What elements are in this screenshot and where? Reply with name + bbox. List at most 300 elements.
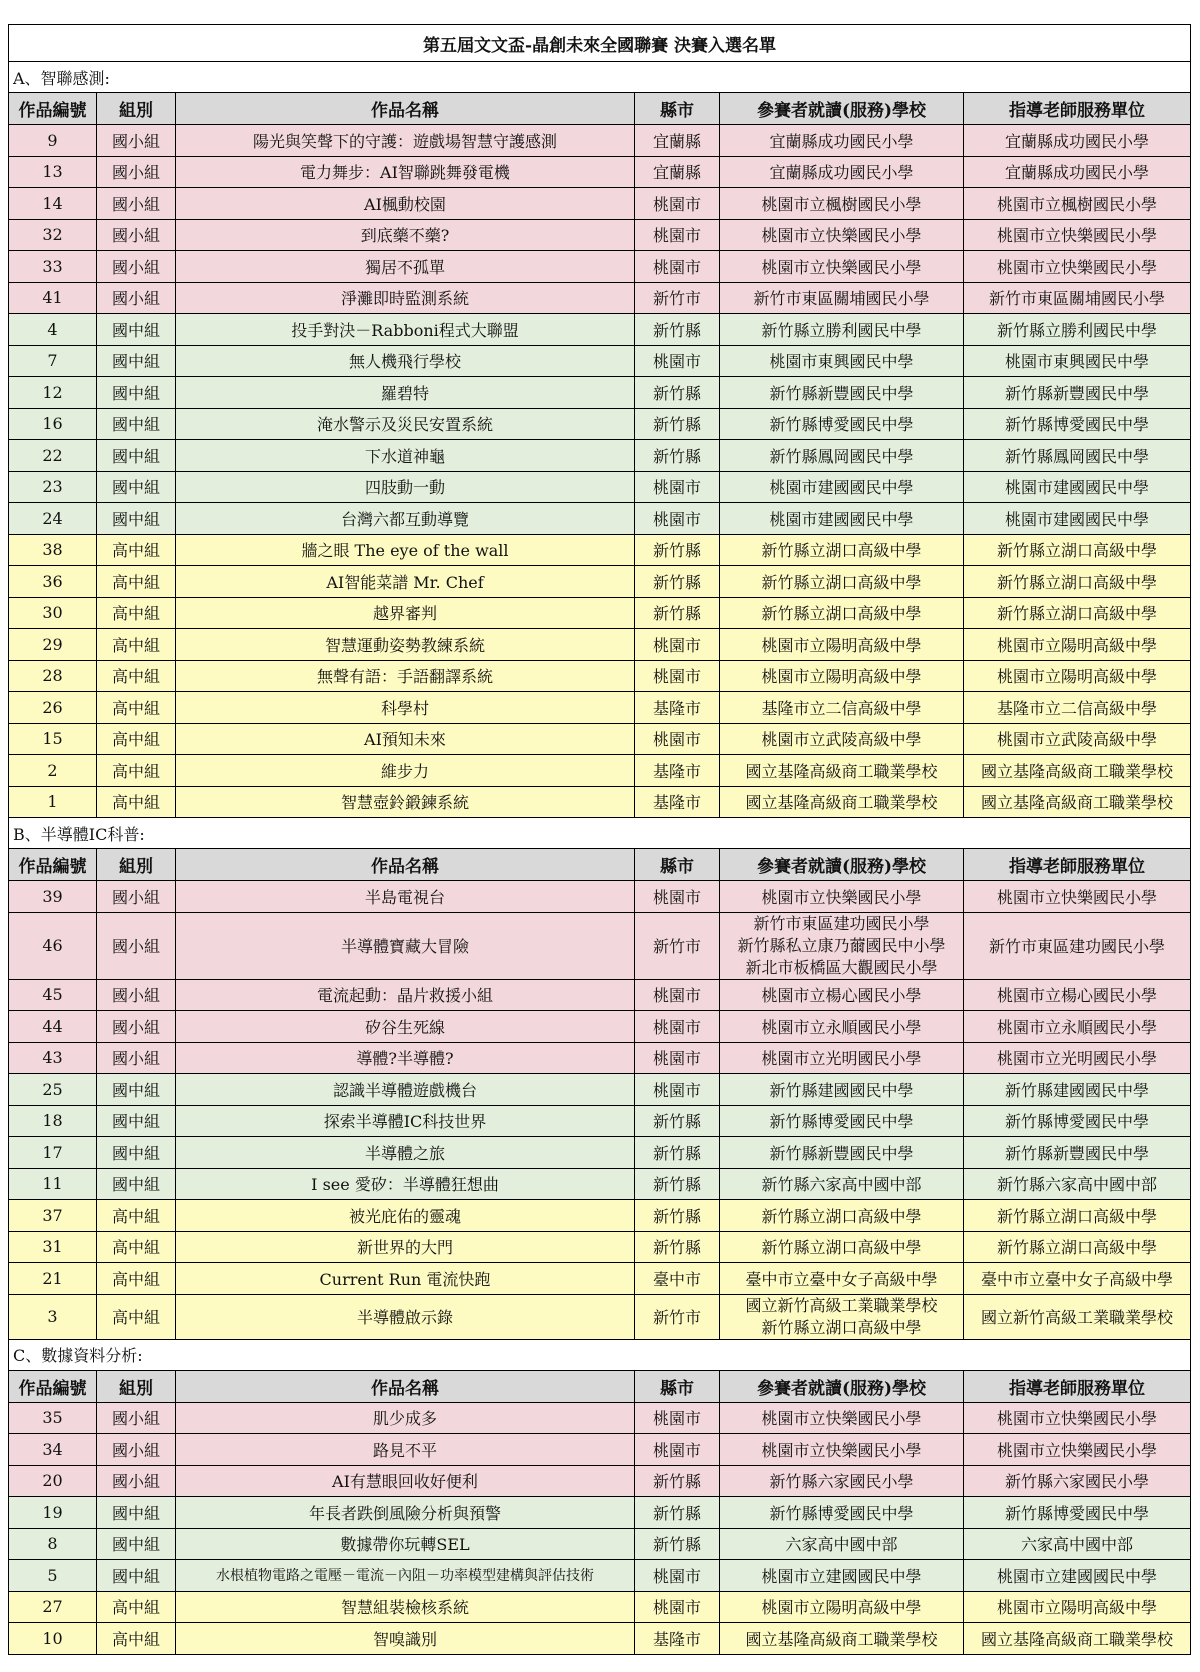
column-header-work-id: 作品編號 [9, 1370, 97, 1402]
cell-school: 桃園市立快樂國民小學 [720, 219, 964, 251]
cell-work-name: 獨居不孤單 [176, 251, 635, 283]
cell-work-id: 25 [9, 1074, 97, 1106]
cell-teacher-unit: 桃園市立武陵高級中學 [964, 723, 1191, 755]
cell-group: 國小組 [97, 251, 176, 283]
cell-city: 基隆市 [635, 1623, 720, 1655]
cell-teacher-unit: 桃園市建國國民中學 [964, 503, 1191, 535]
cell-work-name: 無人機飛行學校 [176, 345, 635, 377]
cell-work-name: 數據帶你玩轉SEL [176, 1528, 635, 1560]
table-row [9, 881, 1191, 913]
cell-city: 新竹市 [635, 282, 720, 314]
cell-teacher-unit: 新竹縣鳳岡國民中學 [964, 440, 1191, 472]
cell-teacher-unit: 桃園市立快樂國民小學 [964, 881, 1191, 913]
cell-school: 桃園市立陽明高級中學 [720, 629, 964, 661]
cell-work-id: 20 [9, 1465, 97, 1497]
cell-work-name: 半島電視台 [176, 881, 635, 913]
cell-work-name: 電流起動：晶片救援小組 [176, 979, 635, 1011]
table-row [9, 1623, 1191, 1655]
column-header-school: 參賽者就讀(服務)學校 [720, 1370, 964, 1402]
cell-city: 新竹市 [635, 1294, 720, 1339]
cell-group: 高中組 [97, 1263, 176, 1295]
cell-work-id: 37 [9, 1200, 97, 1232]
cell-school: 新竹縣立湖口高級中學 [720, 534, 964, 566]
cell-work-id: 1 [9, 786, 97, 818]
cell-teacher-unit: 新竹市東區建功國民小學 [964, 912, 1191, 979]
cell-work-name: AI楓動校園 [176, 188, 635, 220]
cell-work-id: 24 [9, 503, 97, 535]
table-row [9, 408, 1191, 440]
cell-city: 桃園市 [635, 881, 720, 913]
cell-work-name: 無聲有語：手語翻譯系統 [176, 660, 635, 692]
cell-school: 新竹市東區關埔國民小學 [720, 282, 964, 314]
cell-city: 桃園市 [635, 979, 720, 1011]
table-row [9, 597, 1191, 629]
cell-teacher-unit: 國立基隆高級商工職業學校 [964, 1623, 1191, 1655]
cell-group: 國中組 [97, 503, 176, 535]
cell-city: 新竹縣 [635, 1465, 720, 1497]
cell-school: 桃園市立永順國民小學 [720, 1011, 964, 1043]
table-row [9, 1105, 1191, 1137]
finalist-table [8, 24, 1191, 1655]
column-header-city: 縣市 [635, 849, 720, 881]
cell-work-id: 44 [9, 1011, 97, 1043]
cell-school: 新竹縣博愛國民中學 [720, 408, 964, 440]
cell-group: 國中組 [97, 1168, 176, 1200]
table-row [9, 471, 1191, 503]
cell-city: 桃園市 [635, 1011, 720, 1043]
cell-work-name: 智慧運動姿勢教練系統 [176, 629, 635, 661]
cell-work-name: 淹水警示及災民安置系統 [176, 408, 635, 440]
cell-school: 新竹縣博愛國民中學 [720, 1497, 964, 1529]
cell-school: 新竹縣六家國民小學 [720, 1465, 964, 1497]
cell-teacher-unit: 六家高中國中部 [964, 1528, 1191, 1560]
column-header-group: 組別 [97, 1370, 176, 1402]
cell-work-id: 23 [9, 471, 97, 503]
cell-school: 桃園市立快樂國民小學 [720, 1434, 964, 1466]
table-row [9, 786, 1191, 818]
cell-group: 國中組 [97, 345, 176, 377]
cell-teacher-unit: 新竹市東區關埔國民小學 [964, 282, 1191, 314]
cell-work-id: 43 [9, 1042, 97, 1074]
column-header-school: 參賽者就讀(服務)學校 [720, 93, 964, 125]
cell-work-name: 維步力 [176, 755, 635, 787]
table-row [9, 1402, 1191, 1434]
cell-work-id: 19 [9, 1497, 97, 1529]
cell-school: 國立基隆高級商工職業學校 [720, 786, 964, 818]
cell-teacher-unit: 桃園市立建國國民中學 [964, 1560, 1191, 1592]
cell-work-name: 導體?半導體? [176, 1042, 635, 1074]
cell-work-id: 46 [9, 912, 97, 979]
table-row [9, 1560, 1191, 1592]
table-row [9, 912, 1191, 979]
cell-city: 新竹縣 [635, 440, 720, 472]
cell-work-name: 電力舞步：AI智聯跳舞發電機 [176, 156, 635, 188]
cell-teacher-unit: 桃園市立光明國民小學 [964, 1042, 1191, 1074]
column-header-teacher-unit: 指導老師服務單位 [964, 849, 1191, 881]
cell-city: 桃園市 [635, 1560, 720, 1592]
cell-group: 國小組 [97, 1465, 176, 1497]
cell-teacher-unit: 新竹縣立湖口高級中學 [964, 566, 1191, 598]
table-row [9, 755, 1191, 787]
cell-group: 國小組 [97, 282, 176, 314]
table-row [9, 1074, 1191, 1106]
cell-work-id: 39 [9, 881, 97, 913]
cell-teacher-unit: 新竹縣建國國民中學 [964, 1074, 1191, 1106]
cell-group: 國中組 [97, 377, 176, 409]
cell-group: 國中組 [97, 471, 176, 503]
cell-school: 桃園市東興國民中學 [720, 345, 964, 377]
cell-work-name: 路見不平 [176, 1434, 635, 1466]
cell-group: 國中組 [97, 1105, 176, 1137]
cell-group: 國中組 [97, 440, 176, 472]
cell-city: 桃園市 [635, 251, 720, 283]
cell-work-name: 羅碧特 [176, 377, 635, 409]
table-row [9, 1465, 1191, 1497]
cell-school: 六家高中國中部 [720, 1528, 964, 1560]
cell-work-id: 30 [9, 597, 97, 629]
cell-work-id: 7 [9, 345, 97, 377]
cell-teacher-unit: 桃園市立陽明高級中學 [964, 1591, 1191, 1623]
cell-group: 國中組 [97, 408, 176, 440]
cell-teacher-unit: 基隆市立二信高級中學 [964, 692, 1191, 724]
cell-work-name: 水根植物電路之電壓－電流－內阻－功率模型建構與評估技術 [176, 1560, 635, 1592]
cell-school: 新竹縣鳳岡國民中學 [720, 440, 964, 472]
cell-teacher-unit: 桃園市建國國民中學 [964, 471, 1191, 503]
column-header-work-id: 作品編號 [9, 849, 97, 881]
cell-work-id: 27 [9, 1591, 97, 1623]
cell-teacher-unit: 國立新竹高級工業職業學校 [964, 1294, 1191, 1339]
table-row [9, 660, 1191, 692]
cell-teacher-unit: 桃園市東興國民中學 [964, 345, 1191, 377]
cell-work-name: AI智能菜譜 Mr. Chef [176, 566, 635, 598]
cell-work-name: 科學村 [176, 692, 635, 724]
cell-teacher-unit: 桃園市立快樂國民小學 [964, 1434, 1191, 1466]
cell-group: 國中組 [97, 314, 176, 346]
table-row [9, 188, 1191, 220]
cell-city: 基隆市 [635, 786, 720, 818]
cell-city: 桃園市 [635, 1074, 720, 1106]
table-row [9, 156, 1191, 188]
cell-teacher-unit: 桃園市立陽明高級中學 [964, 629, 1191, 661]
cell-school: 桃園市立陽明高級中學 [720, 1591, 964, 1623]
cell-work-id: 33 [9, 251, 97, 283]
column-header-teacher-unit: 指導老師服務單位 [964, 1370, 1191, 1402]
cell-work-id: 8 [9, 1528, 97, 1560]
table-row [9, 1231, 1191, 1263]
cell-group: 國中組 [97, 1137, 176, 1169]
cell-city: 宜蘭縣 [635, 156, 720, 188]
section-label: C、數據資料分析: [9, 1339, 1191, 1370]
cell-teacher-unit: 新竹縣新豐國民中學 [964, 1137, 1191, 1169]
cell-school: 臺中市立臺中女子高級中學 [720, 1263, 964, 1295]
table-row [9, 1528, 1191, 1560]
cell-city: 桃園市 [635, 1402, 720, 1434]
table-row [9, 345, 1191, 377]
cell-school: 國立基隆高級商工職業學校 [720, 755, 964, 787]
cell-work-name: Current Run 電流快跑 [176, 1263, 635, 1295]
table-row [9, 692, 1191, 724]
cell-work-id: 9 [9, 125, 97, 157]
column-header-work-name: 作品名稱 [176, 93, 635, 125]
cell-city: 桃園市 [635, 660, 720, 692]
cell-city: 新竹縣 [635, 1200, 720, 1232]
cell-work-id: 13 [9, 156, 97, 188]
cell-city: 桃園市 [635, 723, 720, 755]
cell-teacher-unit: 宜蘭縣成功國民小學 [964, 156, 1191, 188]
cell-work-name: 半導體之旅 [176, 1137, 635, 1169]
cell-work-id: 32 [9, 219, 97, 251]
table-row [9, 440, 1191, 472]
cell-work-id: 2 [9, 755, 97, 787]
cell-teacher-unit: 國立基隆高級商工職業學校 [964, 755, 1191, 787]
cell-group: 國小組 [97, 881, 176, 913]
cell-work-id: 12 [9, 377, 97, 409]
cell-city: 新竹縣 [635, 408, 720, 440]
table-row [9, 1200, 1191, 1232]
cell-work-name: 智慧壺鈴鍛鍊系統 [176, 786, 635, 818]
cell-group: 國小組 [97, 1402, 176, 1434]
table-row [9, 282, 1191, 314]
cell-school: 宜蘭縣成功國民小學 [720, 125, 964, 157]
cell-school: 桃園市立快樂國民小學 [720, 881, 964, 913]
cell-city: 桃園市 [635, 1434, 720, 1466]
cell-teacher-unit: 桃園市立快樂國民小學 [964, 251, 1191, 283]
cell-city: 基隆市 [635, 692, 720, 724]
section-label: A、智聯感測: [9, 62, 1191, 93]
cell-school: 桃園市立快樂國民小學 [720, 251, 964, 283]
cell-work-name: 智嗅識別 [176, 1623, 635, 1655]
cell-city: 桃園市 [635, 471, 720, 503]
cell-teacher-unit: 新竹縣博愛國民中學 [964, 1105, 1191, 1137]
cell-group: 高中組 [97, 566, 176, 598]
cell-work-id: 5 [9, 1560, 97, 1592]
finalist-sheet [8, 24, 1190, 1655]
cell-work-id: 34 [9, 1434, 97, 1466]
cell-group: 高中組 [97, 660, 176, 692]
cell-teacher-unit: 桃園市立快樂國民小學 [964, 219, 1191, 251]
cell-work-id: 3 [9, 1294, 97, 1339]
cell-school: 新竹縣立湖口高級中學 [720, 1200, 964, 1232]
cell-work-name: 被光庇佑的靈魂 [176, 1200, 635, 1232]
cell-city: 新竹縣 [635, 1137, 720, 1169]
cell-teacher-unit: 桃園市立楊心國民小學 [964, 979, 1191, 1011]
table-row [9, 1137, 1191, 1169]
cell-teacher-unit: 桃園市立永順國民小學 [964, 1011, 1191, 1043]
cell-work-name: 認識半導體遊戲機台 [176, 1074, 635, 1106]
cell-work-name: 到底藥不藥? [176, 219, 635, 251]
cell-work-id: 15 [9, 723, 97, 755]
cell-teacher-unit: 臺中市立臺中女子高級中學 [964, 1263, 1191, 1295]
cell-work-name: 牆之眼 The eye of the wall [176, 534, 635, 566]
column-header-work-id: 作品編號 [9, 93, 97, 125]
cell-work-name: 淨灘即時監測系統 [176, 282, 635, 314]
cell-work-id: 22 [9, 440, 97, 472]
cell-group: 國小組 [97, 156, 176, 188]
cell-work-name: 投手對決－Rabboni程式大聯盟 [176, 314, 635, 346]
cell-school: 新竹縣博愛國民中學 [720, 1105, 964, 1137]
table-row [9, 1168, 1191, 1200]
table-row [9, 1434, 1191, 1466]
cell-teacher-unit: 新竹縣博愛國民中學 [964, 1497, 1191, 1529]
cell-city: 新竹縣 [635, 1231, 720, 1263]
cell-group: 高中組 [97, 755, 176, 787]
cell-school: 宜蘭縣成功國民小學 [720, 156, 964, 188]
table-row [9, 1042, 1191, 1074]
cell-work-id: 41 [9, 282, 97, 314]
cell-school: 桃園市立陽明高級中學 [720, 660, 964, 692]
cell-group: 國中組 [97, 1560, 176, 1592]
cell-school: 新竹縣立湖口高級中學 [720, 1231, 964, 1263]
cell-group: 高中組 [97, 723, 176, 755]
cell-school: 桃園市立楓樹國民小學 [720, 188, 964, 220]
cell-teacher-unit: 新竹縣立勝利國民中學 [964, 314, 1191, 346]
cell-school: 新竹縣新豐國民中學 [720, 377, 964, 409]
cell-group: 國中組 [97, 1528, 176, 1560]
cell-city: 桃園市 [635, 629, 720, 661]
cell-group: 國小組 [97, 125, 176, 157]
cell-school: 新竹市東區建功國民小學 新竹縣私立康乃薾國民中小學 新北市板橋區大觀國民小學 [720, 912, 964, 979]
cell-city: 新竹縣 [635, 534, 720, 566]
cell-work-id: 10 [9, 1623, 97, 1655]
cell-city: 臺中市 [635, 1263, 720, 1295]
cell-city: 新竹縣 [635, 597, 720, 629]
table-row [9, 1497, 1191, 1529]
cell-group: 國小組 [97, 912, 176, 979]
table-row [9, 566, 1191, 598]
cell-group: 高中組 [97, 1231, 176, 1263]
cell-city: 桃園市 [635, 503, 720, 535]
table-row [9, 629, 1191, 661]
cell-teacher-unit: 新竹縣立湖口高級中學 [964, 597, 1191, 629]
table-row [9, 251, 1191, 283]
cell-group: 國小組 [97, 1042, 176, 1074]
cell-city: 桃園市 [635, 219, 720, 251]
table-row [9, 1011, 1191, 1043]
cell-school: 新竹縣建國國民中學 [720, 1074, 964, 1106]
cell-school: 桃園市建國國民中學 [720, 503, 964, 535]
cell-work-id: 26 [9, 692, 97, 724]
cell-group: 國中組 [97, 1074, 176, 1106]
cell-city: 新竹縣 [635, 1168, 720, 1200]
cell-school: 新竹縣立湖口高級中學 [720, 597, 964, 629]
table-row [9, 1263, 1191, 1295]
cell-work-name: 陽光與笑聲下的守護：遊戲場智慧守護感測 [176, 125, 635, 157]
cell-school: 新竹縣六家高中國中部 [720, 1168, 964, 1200]
cell-work-name: 半導體啟示錄 [176, 1294, 635, 1339]
cell-work-name: 新世界的大門 [176, 1231, 635, 1263]
cell-work-id: 31 [9, 1231, 97, 1263]
column-header-school: 參賽者就讀(服務)學校 [720, 849, 964, 881]
cell-school: 桃園市建國國民中學 [720, 471, 964, 503]
table-row [9, 534, 1191, 566]
cell-teacher-unit: 桃園市立楓樹國民小學 [964, 188, 1191, 220]
cell-school: 國立新竹高級工業職業學校 新竹縣立湖口高級中學 [720, 1294, 964, 1339]
cell-work-id: 17 [9, 1137, 97, 1169]
cell-school: 新竹縣立勝利國民中學 [720, 314, 964, 346]
cell-work-id: 38 [9, 534, 97, 566]
cell-city: 新竹縣 [635, 1105, 720, 1137]
cell-work-name: 半導體寶藏大冒險 [176, 912, 635, 979]
cell-school: 基隆市立二信高級中學 [720, 692, 964, 724]
cell-city: 新竹縣 [635, 1497, 720, 1529]
cell-group: 國中組 [97, 1497, 176, 1529]
column-header-city: 縣市 [635, 93, 720, 125]
cell-group: 高中組 [97, 534, 176, 566]
cell-city: 新竹縣 [635, 1528, 720, 1560]
cell-work-id: 45 [9, 979, 97, 1011]
cell-city: 新竹市 [635, 912, 720, 979]
cell-city: 桃園市 [635, 188, 720, 220]
header-row [9, 1370, 1191, 1402]
cell-school: 桃園市立武陵高級中學 [720, 723, 964, 755]
cell-work-name: AI預知未來 [176, 723, 635, 755]
cell-group: 高中組 [97, 1200, 176, 1232]
cell-teacher-unit: 新竹縣博愛國民中學 [964, 408, 1191, 440]
cell-teacher-unit: 新竹縣立湖口高級中學 [964, 534, 1191, 566]
table-row [9, 314, 1191, 346]
cell-work-id: 36 [9, 566, 97, 598]
table-row [9, 979, 1191, 1011]
cell-teacher-unit: 新竹縣立湖口高級中學 [964, 1231, 1191, 1263]
cell-group: 國小組 [97, 979, 176, 1011]
cell-city: 新竹縣 [635, 566, 720, 598]
table-row [9, 503, 1191, 535]
header-row [9, 849, 1191, 881]
cell-work-name: 台灣六都互動導覽 [176, 503, 635, 535]
table-row [9, 125, 1191, 157]
cell-city: 桃園市 [635, 1042, 720, 1074]
column-header-city: 縣市 [635, 1370, 720, 1402]
cell-city: 基隆市 [635, 755, 720, 787]
sheet-title: 第五屆文文盃-晶創未來全國聯賽 決賽入選名單 [9, 25, 1191, 62]
cell-work-name: 年長者跌倒風險分析與預警 [176, 1497, 635, 1529]
cell-work-name: AI有慧眼回收好便利 [176, 1465, 635, 1497]
cell-city: 桃園市 [635, 345, 720, 377]
section-label: B、半導體IC科普: [9, 818, 1191, 849]
cell-city: 桃園市 [635, 1591, 720, 1623]
cell-city: 新竹縣 [635, 314, 720, 346]
cell-work-name: 下水道神龜 [176, 440, 635, 472]
column-header-group: 組別 [97, 849, 176, 881]
cell-work-id: 28 [9, 660, 97, 692]
table-row [9, 723, 1191, 755]
cell-school: 桃園市立快樂國民小學 [720, 1402, 964, 1434]
cell-work-name: 越界審判 [176, 597, 635, 629]
column-header-work-name: 作品名稱 [176, 849, 635, 881]
cell-work-id: 16 [9, 408, 97, 440]
table-row [9, 1294, 1191, 1339]
cell-group: 高中組 [97, 597, 176, 629]
cell-group: 高中組 [97, 629, 176, 661]
cell-teacher-unit: 新竹縣立湖口高級中學 [964, 1200, 1191, 1232]
cell-work-name: I see 愛矽：半導體狂想曲 [176, 1168, 635, 1200]
cell-work-name: 智慧組裝檢核系統 [176, 1591, 635, 1623]
cell-teacher-unit: 新竹縣六家國民小學 [964, 1465, 1191, 1497]
cell-group: 高中組 [97, 1294, 176, 1339]
cell-work-name: 探索半導體IC科技世界 [176, 1105, 635, 1137]
header-row [9, 93, 1191, 125]
cell-school: 桃園市立楊心國民小學 [720, 979, 964, 1011]
cell-work-name: 矽谷生死線 [176, 1011, 635, 1043]
cell-school: 新竹縣新豐國民中學 [720, 1137, 964, 1169]
column-header-group: 組別 [97, 93, 176, 125]
cell-group: 高中組 [97, 786, 176, 818]
cell-school: 國立基隆高級商工職業學校 [720, 1623, 964, 1655]
cell-work-id: 21 [9, 1263, 97, 1295]
table-row [9, 1591, 1191, 1623]
cell-school: 桃園市立光明國民小學 [720, 1042, 964, 1074]
cell-work-name: 四肢動一動 [176, 471, 635, 503]
